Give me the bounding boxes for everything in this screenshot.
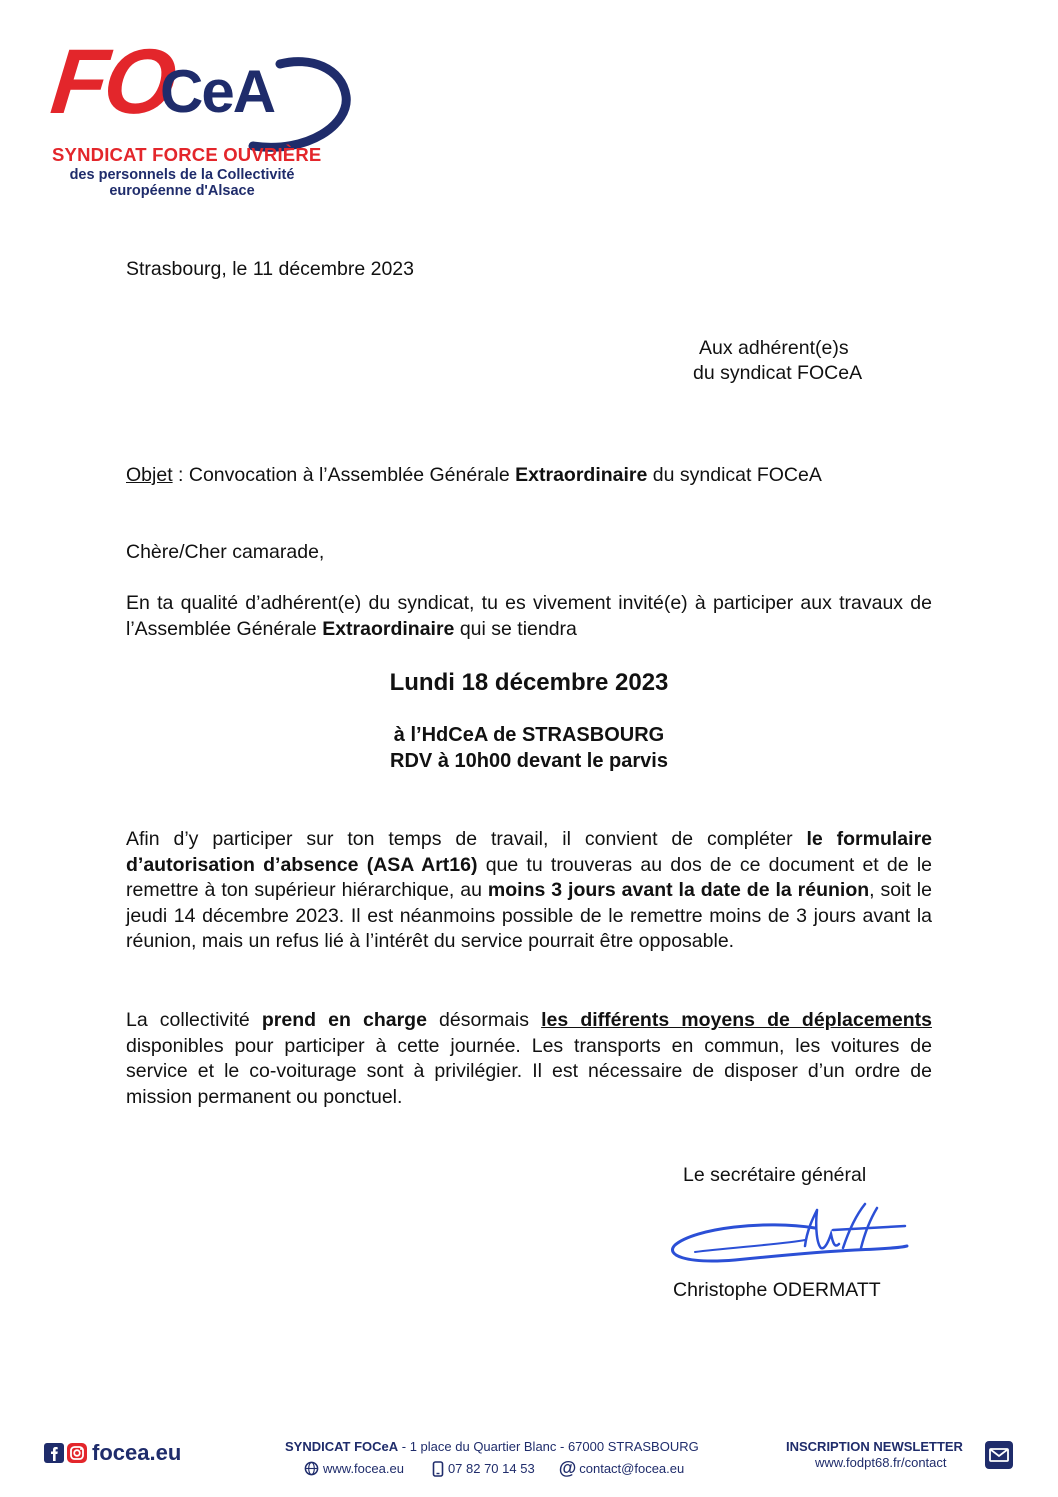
p2-text-e: , soit le jeudi 14 décembre 2023. Il est néanmoins possible de le remettre moins de 3 jours avant la réunion, mais un refus lié à l’intérêt du service pourrait être opposable.: [126, 879, 932, 953]
p1-text: En ta qualité d’adhérent(e) du syndicat, tu es vivement invité(e) à participer aux travaux de l’Assemblée Générale: [126, 592, 932, 640]
footer-org-name: SYNDICAT FOCeA: [285, 1439, 399, 1454]
facebook-icon[interactable]: [44, 1443, 64, 1463]
footer-newsletter-url[interactable]: www.fodpt68.fr/contact: [815, 1455, 947, 1470]
globe-icon: [304, 1461, 319, 1476]
recipient-line-1: Aux adhérent(e)s: [699, 337, 849, 359]
p3-text-e: disponibles pour participer à cette journée. Les transports en commun, les voitures de service et le co-voiturage sont à privilégier. Il est nécessaire de disposer d’un ordre de mission permanent ou ponctuel.: [126, 1034, 932, 1108]
subject-text-1: Convocation à l’Assemblée Générale: [188, 464, 516, 486]
signature-title: Le secrétaire général: [683, 1164, 867, 1186]
p1-end: qui se tiendra: [454, 617, 577, 640]
footer-phone[interactable]: 07 82 70 14 53: [447, 1461, 535, 1476]
signature-name: Christophe ODERMATT: [673, 1279, 881, 1301]
event-place: à l’HdCeA de STRASBOURG: [393, 724, 665, 746]
instagram-icon[interactable]: [67, 1443, 87, 1463]
date-line: Strasbourg, le 11 décembre 2023: [126, 258, 414, 280]
footer-contacts: [304, 1458, 684, 1479]
subject-label: Objet: [126, 464, 173, 486]
paragraph-transport: [126, 1008, 932, 1110]
footer-site-brand[interactable]: focea.eu: [92, 1440, 182, 1465]
logo-subline-1: des personnels de la Collectivité: [69, 167, 295, 183]
subject-line: [126, 462, 822, 488]
salutation: Chère/Cher camarade,: [126, 541, 325, 563]
p3-bold-charge: prend en charge: [261, 1009, 427, 1031]
footer-email[interactable]: contact@focea.eu: [579, 1461, 685, 1476]
logo-tagline: SYNDICAT FORCE OUVRIÈRE: [52, 144, 322, 165]
p3-bold-underline: les différents moyens de déplacements: [541, 1009, 932, 1031]
logo-subline-2: européenne d'Alsace: [109, 183, 255, 199]
event-time: RDV à 10h00 devant le parvis: [390, 750, 668, 772]
p2-text-c: que tu trouveras au dos de ce document et de le remettre à ton supérieur hiérarchique, au: [126, 853, 932, 902]
p2-bold-deadline: moins 3 jours avant la date de la réunion: [487, 879, 870, 902]
logo-fo: FO: [46, 31, 178, 133]
logo-cea: CeA: [160, 58, 275, 125]
paragraph-invitation: [126, 591, 932, 642]
mail-icon[interactable]: [985, 1441, 1013, 1469]
footer-newsletter-label: INSCRIPTION NEWSLETTER: [786, 1439, 963, 1454]
p1-bold: Extraordinaire: [322, 617, 455, 640]
phone-icon: [432, 1461, 444, 1477]
recipient-line-2: du syndicat FOCeA: [693, 362, 863, 384]
footer-org-line: [285, 1439, 699, 1454]
p3-text-a: La collectivité: [126, 1009, 262, 1031]
event-date: Lundi 18 décembre 2023: [389, 669, 669, 696]
subject-separator: :: [172, 464, 189, 486]
p2-bold-form: le formulaire d’autorisation d’absence (ASA Art16): [126, 828, 932, 876]
p3-text-c: désormais: [426, 1009, 542, 1031]
handwritten-signature: [665, 1200, 915, 1275]
footer-social: [44, 1440, 181, 1466]
subject-text-2: du syndicat FOCeA: [647, 464, 822, 486]
footer-website[interactable]: www.focea.eu: [323, 1461, 404, 1476]
paragraph-absence-form: [126, 827, 932, 955]
focea-logo: [46, 31, 322, 206]
at-icon: @: [558, 1458, 577, 1478]
p2-text-a: Afin d’y participer sur ton temps de travail, il convient de compléter: [126, 828, 807, 850]
subject-bold: Extraordinaire: [515, 464, 648, 486]
footer-org-address: - 1 place du Quartier Blanc - 67000 STRASBOURG: [398, 1439, 699, 1454]
